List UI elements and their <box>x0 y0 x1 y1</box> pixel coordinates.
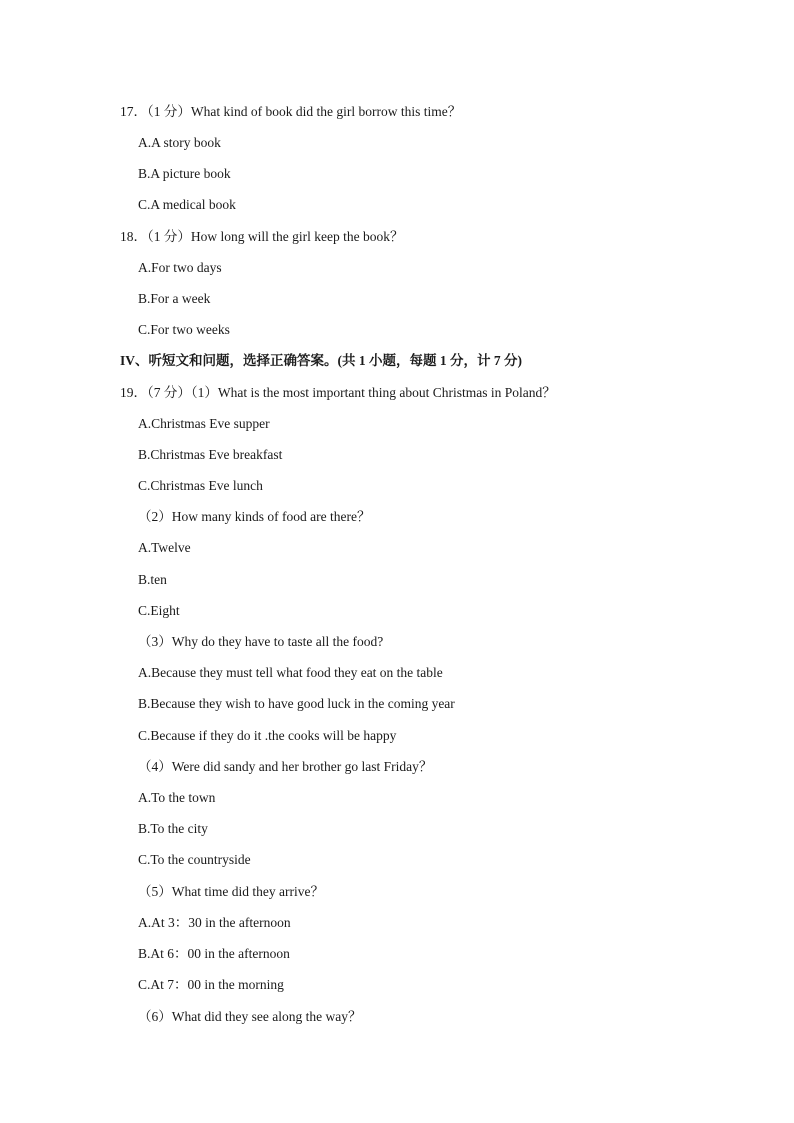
question-19-part-5: （5）What time did they arrive？ <box>138 884 324 899</box>
q18-option-c: C.For two weeks <box>138 322 230 337</box>
q17-option-c: C.A medical book <box>138 197 236 212</box>
question-19-part-1: 19．（7 分）（1）What is the most important thing about Christmas in Poland？ <box>120 385 556 400</box>
q19-1-option-b: B.Christmas Eve breakfast <box>138 447 283 462</box>
q19-1-option-c: C.Christmas Eve lunch <box>138 478 263 493</box>
question-19-part-2: （2）How many kinds of food are there？ <box>138 509 371 524</box>
q19-3-option-b: B.Because they wish to have good luck in the coming year <box>138 696 455 711</box>
q19-2-option-c: C.Eight <box>138 603 180 618</box>
q19-3-option-a: A.Because they must tell what food they eat on the table <box>138 665 443 680</box>
q19-1-option-a: A.Christmas Eve supper <box>138 416 270 431</box>
question-17: 17．（1 分）What kind of book did the girl borrow this time？ <box>120 104 462 119</box>
q19-2-option-a: A.Twelve <box>138 540 191 555</box>
question-19-part-4: （4）Were did sandy and her brother go last Friday？ <box>138 759 433 774</box>
question-18: 18．（1 分）How long will the girl keep the book？ <box>120 229 404 244</box>
q19-4-option-b: B.To the city <box>138 821 208 836</box>
q19-5-option-c: C.At 7：00 in the morning <box>138 977 284 992</box>
q18-option-b: B.For a week <box>138 291 211 306</box>
question-19-part-6: （6）What did they see along the way？ <box>138 1009 362 1024</box>
question-19-part-3: （3）Why do they have to taste all the food? <box>138 634 384 649</box>
section-heading-iv: IV、听短文和问题，选择正确答案。(共 1 小题，每题 1 分，计 7 分) <box>120 353 522 368</box>
q19-3-option-c: C.Because if they do it .the cooks will be happy <box>138 728 397 743</box>
q19-4-option-c: C.To the countryside <box>138 852 251 867</box>
q17-option-b: B.A picture book <box>138 166 231 181</box>
q19-5-option-b: B.At 6：00 in the afternoon <box>138 946 290 961</box>
q19-2-option-b: B.ten <box>138 572 167 587</box>
q18-option-a: A.For two days <box>138 260 222 275</box>
q19-4-option-a: A.To the town <box>138 790 216 805</box>
q19-5-option-a: A.At 3：30 in the afternoon <box>138 915 291 930</box>
q17-option-a: A.A story book <box>138 135 221 150</box>
